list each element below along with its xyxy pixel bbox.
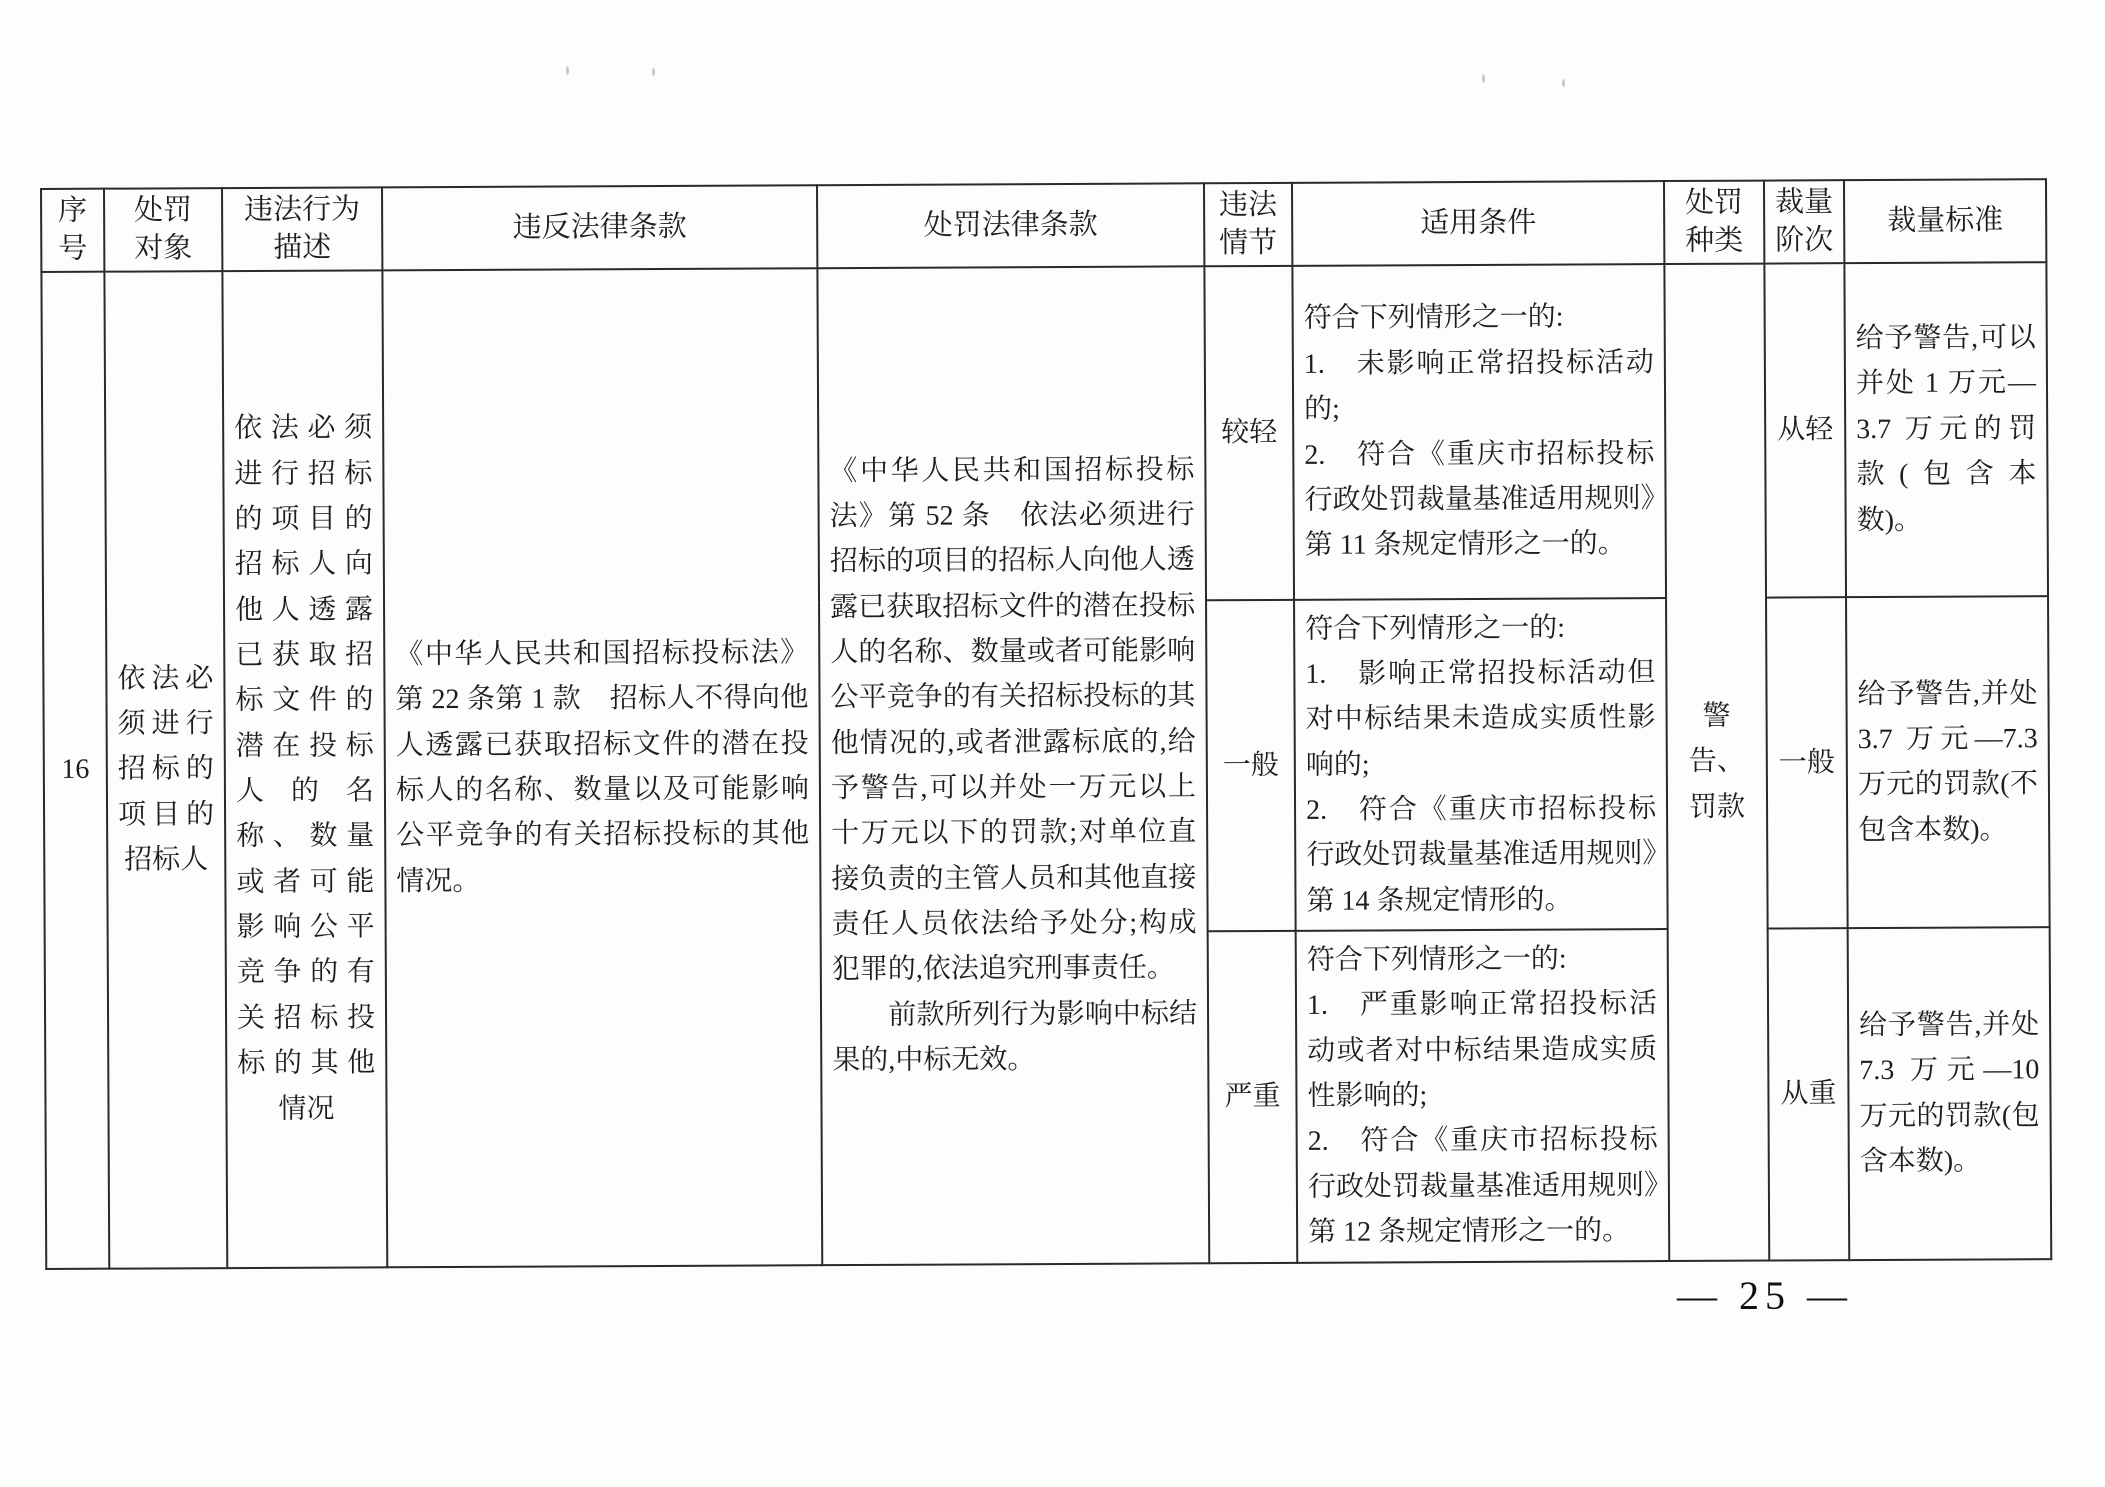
- cell-behavior-description: 依法必须进行招标的项目的招标人向他人透露已获取招标文件的潜在投标人的名称、数量或者可能影响公平竞争的有关招标投标的其他情况: [222, 270, 387, 1268]
- cell-penalty-law: 《中华人民共和国招标投标法》第 52 条 依法必须进行招标的项目的招标人向他人透露已获取招标文件的潜在投标人的名称、数量或者可能影响公平竞争的有关招标投标的其他情况的,或者泄露标底的,给予警告,可以并处一万元以上十万元以下的罚款;对单位直接负责的主管人员和其他直接责任人员依法给予处分;构成犯罪的,依法追究刑事责任。 前款所列行为影响中标结果的,中标无效。: [817, 266, 1209, 1265]
- header-severity: 违法 情节: [1204, 183, 1292, 266]
- page-number: — 25 —: [1677, 1273, 1853, 1318]
- scan-speck: [1482, 74, 1485, 83]
- cell-serial-number: 16: [41, 271, 109, 1268]
- cell-level-general: 一般: [1766, 597, 1848, 929]
- cell-condition-severe: 符合下列情形之一的: 1. 严重影响正常招投标活动或者对中标结果造成实质性影响的; 2. 符合《重庆市招标投标行政处罚裁量基准适用规则》第 12 条规定情形之一的。: [1296, 929, 1670, 1262]
- cell-severity-general: 一般: [1206, 599, 1296, 931]
- cell-condition-general: 符合下列情形之一的: 1. 影响正常招投标活动但对中标结果未造成实质性影响的; 2. 符合《重庆市招标投标行政处罚裁量基准适用规则》第 14 条规定情形的。: [1294, 598, 1668, 931]
- scan-speck: [1562, 79, 1565, 87]
- cell-level-severe: 从重: [1768, 928, 1850, 1260]
- table-header-row: [41, 179, 2046, 271]
- cell-penalty-type: 警告、 罚款: [1664, 263, 1769, 1261]
- cell-penalty-target: 依法必须进行招标的项目的招标人: [104, 271, 227, 1269]
- scan-speck: [566, 66, 569, 75]
- header-level: 裁量 阶次: [1764, 180, 1844, 263]
- cell-severity-light: 较轻: [1204, 265, 1294, 599]
- header-violated-law: 违反法律条款: [382, 185, 817, 270]
- header-condition: 适用条件: [1292, 181, 1664, 265]
- cell-condition-light: 符合下列情形之一的: 1. 未影响正常招投标活动的; 2. 符合《重庆市招标投标行政处罚裁量基准适用规则》第 11 条规定情形之一的。: [1292, 264, 1666, 600]
- header-serial: 序号: [41, 189, 104, 272]
- header-penalty-law: 处罚法律条款: [817, 183, 1204, 267]
- cell-level-light: 从轻: [1764, 263, 1846, 597]
- scan-speck: [652, 68, 655, 76]
- cell-standard-severe: 给予警告,并处 7.3 万元—10 万元的罚款(包含本数)。: [1848, 927, 2052, 1259]
- cell-severity-severe: 严重: [1208, 931, 1298, 1263]
- cell-violated-law: 《中华人民共和国招标投标法》第 22 条第 1 款 招标人不得向他人透露已获取招标文件的潜在投标人的名称、数量以及可能影响公平竞争的有关招标投标的其他情况。: [382, 268, 822, 1267]
- header-standard: 裁量标准: [1844, 179, 2046, 263]
- header-penalty-type: 处罚 种类: [1664, 181, 1764, 264]
- header-target: 处罚 对象: [104, 188, 222, 271]
- cell-standard-light: 给予警告,可以并处 1 万元—3.7 万元的罚款(包含本数)。: [1844, 262, 2048, 597]
- penalty-discretion-table: [40, 178, 2052, 1269]
- header-behavior: 违法行为 描述: [222, 187, 382, 270]
- table-subrow-light: [41, 262, 2048, 606]
- cell-standard-general: 给予警告,并处 3.7 万元—7.3 万元的罚款(不包含本数)。: [1846, 596, 2050, 928]
